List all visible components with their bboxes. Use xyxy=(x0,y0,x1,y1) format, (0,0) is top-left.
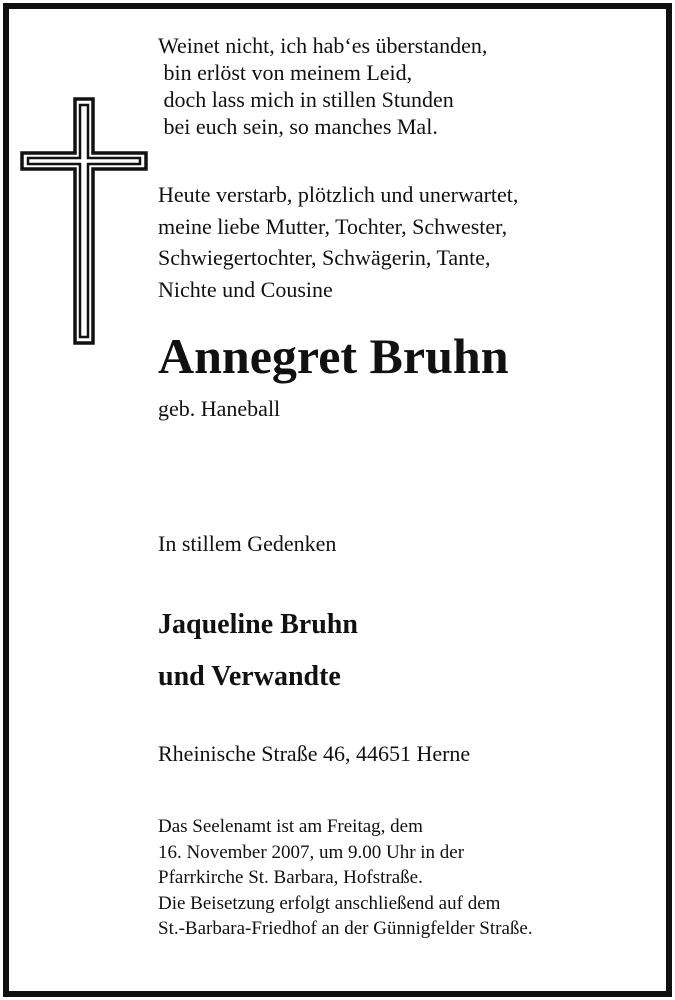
service-details: Das Seelenamt ist am Freitag, dem 16. November 2007, um 9.00 Uhr in der Pfarrkirche St. Barbara, Hofstraße. Die Beisetzung erfolgt anschließend auf dem St.-Barbara-Friedhof an der Günnigfelder Straße. xyxy=(158,816,533,939)
cross-icon xyxy=(20,97,148,345)
death-announcement: Heute verstarb, plötzlich und unerwartet, meine liebe Mutter, Tochter, Schwester, Schwiegertochter, Schwägerin, Tante, Nichte und Cousine xyxy=(158,182,519,302)
remembrance-line: In stillem Gedenken xyxy=(158,531,337,556)
mourner-relatives: und Verwandte xyxy=(158,661,341,692)
poem-verse: Weinet nicht, ich hab‘es überstanden, bin erlöst von meinem Leid, doch lass mich in stillen Stunden bei euch sein, so manches Mal. xyxy=(158,33,488,139)
mourner-name: Jaqueline Bruhn xyxy=(158,609,358,640)
deceased-name: Annegret Bruhn xyxy=(158,328,509,384)
family-address: Rheinische Straße 46, 44651 Herne xyxy=(158,741,471,766)
maiden-name: geb. Haneball xyxy=(158,396,281,421)
